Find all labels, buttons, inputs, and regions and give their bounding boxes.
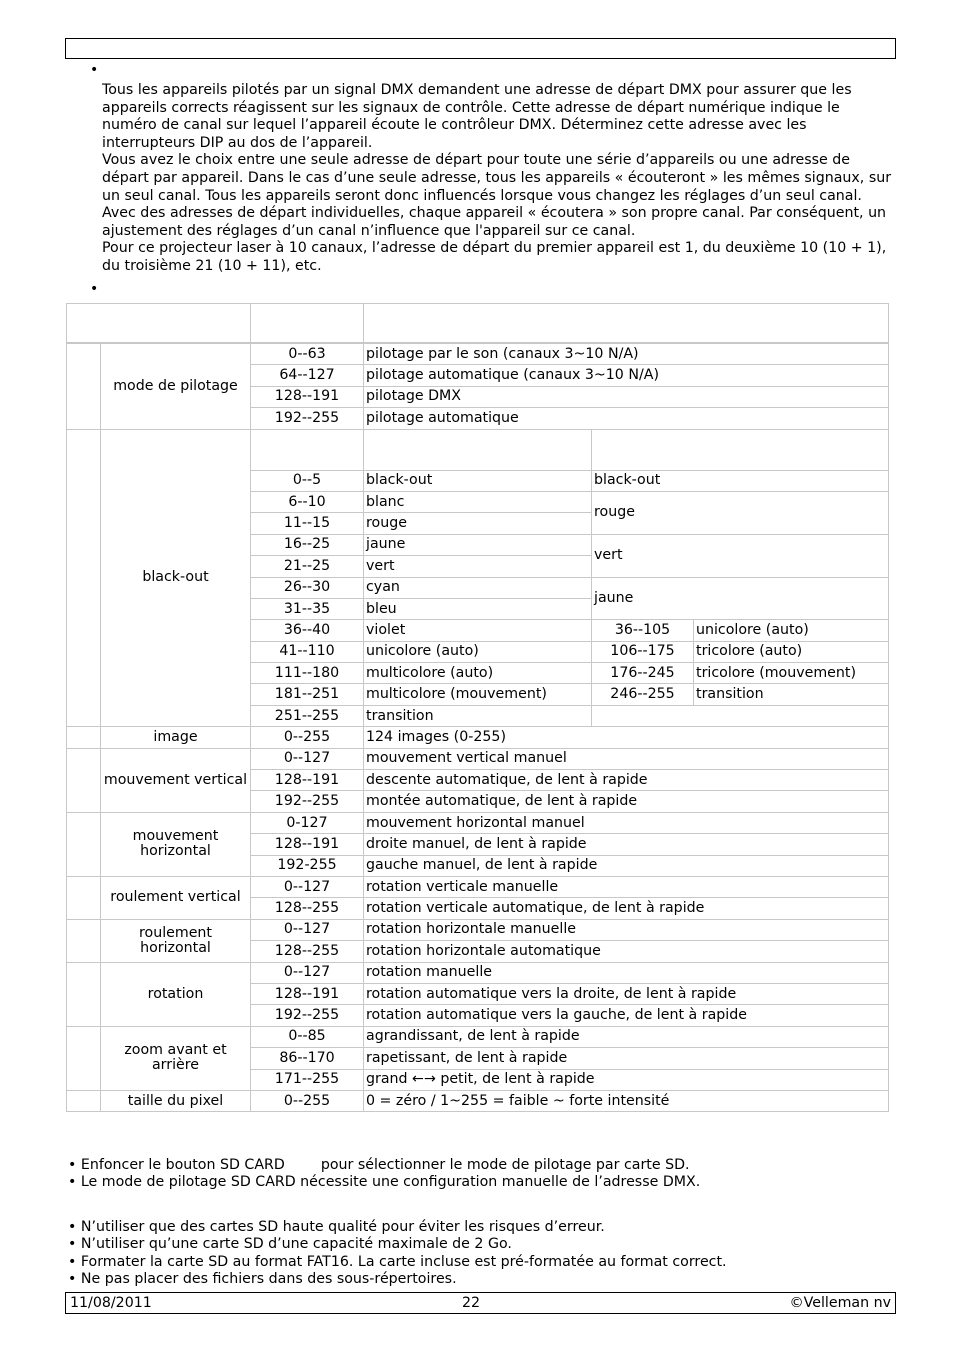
desc-cell: vert <box>364 556 592 577</box>
table-header-row <box>67 304 889 343</box>
table-row <box>67 1026 889 1047</box>
range-cell: 11--15 <box>251 513 364 534</box>
desc-cell: transition <box>364 705 592 726</box>
page-footer <box>65 1292 896 1314</box>
desc-cell: agrandissant, de lent à rapide <box>364 1026 889 1047</box>
channel-cell <box>67 1090 101 1111</box>
range-cell: 246--255 <box>592 684 694 705</box>
sd-mode-notes <box>68 1157 700 1192</box>
desc-cell: rouge <box>364 513 592 534</box>
desc-cell: unicolore (auto) <box>364 641 592 662</box>
range-cell: 16--25 <box>251 534 364 555</box>
desc-cell: descente automatique, de lent à rapide <box>364 770 889 791</box>
intro-paragraph: Vous avez le choix entre une seule adresse de départ pour toute une série d’appareils ou une adresse de départ par appareil. Dans le cas d’une seule adresse, tous les appareils « écouteront » les mêmes signaux, sur un seul canal. Tous les appareils seront donc influencés lorsque vous changez les réglages d’un seul canal. Avec des adresses de départ individuelles, chaque appareil « écoutera » son propre canal. Par conséquent, un ajustement des réglages d’un canal n’influence que l'appareil sur ce canal. <box>102 152 892 239</box>
function-cell: roulement horizontal <box>101 919 251 962</box>
list-item: • Le mode de pilotage SD CARD nécessite une configuration manuelle de l’adresse DMX. <box>68 1174 701 1191</box>
list-item: • N’utiliser que des cartes SD haute qualité pour éviter les risques d’erreur. <box>68 1219 605 1235</box>
range-cell: 192--255 <box>251 408 364 429</box>
range-cell: 0--255 <box>251 1090 364 1111</box>
header-cell <box>67 304 251 343</box>
desc-cell: jaune <box>364 534 592 555</box>
channel-cell <box>67 1026 101 1090</box>
intro-paragraph: Pour ce projecteur laser à 10 canaux, l’adresse de départ du premier appareil est 1, du deuxième 10 (10 + 1), du troisième 21 (10 + 11), etc. <box>102 240 887 274</box>
desc-cell: pilotage par le son (canaux 3~10 N/A) <box>364 344 889 365</box>
range-cell: 36--40 <box>251 620 364 641</box>
table-row <box>67 919 889 940</box>
desc-cell: pilotage automatique (canaux 3~10 N/A) <box>364 365 889 386</box>
note-text: N’utiliser que des cartes SD haute qualité pour éviter les risques d’erreur. <box>80 1219 605 1235</box>
channel-cell <box>67 727 101 748</box>
desc-cell: rotation horizontale automatique <box>364 941 889 962</box>
range-cell: 0--5 <box>251 470 364 491</box>
range-cell: 192-255 <box>251 855 364 876</box>
subheader-cell <box>592 429 889 470</box>
range-cell: 128--255 <box>251 898 364 919</box>
desc-cell: grand ←→ petit, de lent à rapide <box>364 1069 889 1090</box>
range-cell: 0--255 <box>251 727 364 748</box>
desc-cell: rotation manuelle <box>364 962 889 983</box>
range-cell: 192--255 <box>251 1005 364 1026</box>
table-row <box>67 748 889 769</box>
desc-cell: tricolore (mouvement) <box>694 663 889 684</box>
subheader-cell <box>364 429 592 470</box>
desc-cell: violet <box>364 620 592 641</box>
range-cell: 111--180 <box>251 663 364 684</box>
range-cell: 0--127 <box>251 876 364 897</box>
desc-cell: montée automatique, de lent à rapide <box>364 791 889 812</box>
range-cell: 0-127 <box>251 812 364 833</box>
range-cell: 21--25 <box>251 556 364 577</box>
desc-cell: blanc <box>364 491 592 512</box>
page-number: 22 <box>462 1295 481 1311</box>
table-row <box>67 812 889 833</box>
desc-cell: rotation verticale automatique, de lent à rapide <box>364 898 889 919</box>
function-cell: image <box>101 727 251 748</box>
empty-cell <box>592 705 889 726</box>
intro-text <box>102 82 892 276</box>
desc-cell: rotation horizontale manuelle <box>364 919 889 940</box>
note-text: pour sélectionner le mode de pilotage par carte SD. <box>320 1157 690 1173</box>
range-cell: 0--127 <box>251 962 364 983</box>
range-cell: 251--255 <box>251 705 364 726</box>
range-cell: 41--110 <box>251 641 364 662</box>
range-cell: 0--127 <box>251 919 364 940</box>
desc-cell: cyan <box>364 577 592 598</box>
range-cell: 176--245 <box>592 663 694 684</box>
desc-cell: pilotage automatique <box>364 408 889 429</box>
function-cell: rotation <box>101 962 251 1026</box>
desc-cell: rapetissant, de lent à rapide <box>364 1048 889 1069</box>
function-cell: mode de pilotage <box>101 344 251 430</box>
function-cell: mouvement horizontal <box>101 812 251 876</box>
range-cell: 192--255 <box>251 791 364 812</box>
range-cell: 0--85 <box>251 1026 364 1047</box>
desc-cell: mouvement vertical manuel <box>364 748 889 769</box>
range-cell: 86--170 <box>251 1048 364 1069</box>
desc-cell: multicolore (mouvement) <box>364 684 592 705</box>
desc-cell: rotation automatique vers la gauche, de lent à rapide <box>364 1005 889 1026</box>
desc-cell: rouge <box>592 491 889 534</box>
desc-cell: mouvement horizontal manuel <box>364 812 889 833</box>
desc-cell: unicolore (auto) <box>694 620 889 641</box>
note-text: Formater la carte SD au format FAT16. La carte incluse est pré-formatée au format correct. <box>80 1253 727 1270</box>
desc-cell: vert <box>592 534 889 577</box>
desc-cell: 124 images (0-255) <box>364 727 889 748</box>
desc-cell: tricolore (auto) <box>694 641 889 662</box>
table-row <box>67 876 889 897</box>
dmx-channel-table <box>66 303 889 1112</box>
range-cell: 128--255 <box>251 941 364 962</box>
table-row <box>67 344 889 365</box>
function-cell: taille du pixel <box>101 1090 251 1111</box>
function-cell: mouvement vertical <box>101 748 251 812</box>
list-item: • Ne pas placer des fichiers dans des sous-répertoires. <box>68 1271 457 1288</box>
bullet-marker: • <box>90 62 99 78</box>
header-box <box>65 38 896 59</box>
range-cell: 31--35 <box>251 598 364 619</box>
intro-paragraph: Tous les appareils pilotés par un signal DMX demandent une adresse de départ DMX pour assurer que les appareils corrects réagissent sur les signaux de contrôle. Cette adresse de départ numérique indique le numéro de canal sur lequel l’appareil écoute le contrôleur DMX. Déterminez cette adresse avec les interrupteurs DIP au dos de l’appareil. <box>102 82 852 151</box>
range-cell: 6--10 <box>251 491 364 512</box>
desc-cell: pilotage DMX <box>364 386 889 407</box>
desc-cell: rotation verticale manuelle <box>364 876 889 897</box>
function-cell: black-out <box>101 429 251 727</box>
desc-cell: jaune <box>592 577 889 620</box>
function-cell: roulement vertical <box>101 876 251 919</box>
header-cell <box>251 304 364 343</box>
note-text: N’utiliser qu’une carte SD d’une capacité maximale de 2 Go. <box>80 1236 512 1253</box>
range-cell: 106--175 <box>592 641 694 662</box>
desc-cell: rotation automatique vers la droite, de lent à rapide <box>364 983 889 1004</box>
channel-cell <box>67 748 101 812</box>
list-item: • Formater la carte SD au format FAT16. La carte incluse est pré-formatée au format correct. <box>68 1253 727 1270</box>
bullet-marker: • <box>90 281 99 297</box>
footer-date: 11/08/2011 <box>70 1295 152 1311</box>
function-cell: zoom avant et arrière <box>101 1026 251 1090</box>
desc-cell: black-out <box>364 470 592 491</box>
note-text: Ne pas placer des fichiers dans des sous-répertoires. <box>80 1271 457 1288</box>
desc-cell: 0 = zéro / 1~255 = faible ~ forte intensité <box>364 1090 889 1111</box>
range-cell: 26--30 <box>251 577 364 598</box>
range-cell: 171--255 <box>251 1069 364 1090</box>
table-row <box>67 962 889 983</box>
sd-card-notes <box>68 1219 727 1289</box>
note-text: Le mode de pilotage SD CARD nécessite une configuration manuelle de l’adresse DMX. <box>80 1174 701 1191</box>
range-cell: 128--191 <box>251 386 364 407</box>
header-cell <box>364 304 889 343</box>
footer-copyright: ©Velleman nv <box>789 1295 891 1311</box>
desc-cell: gauche manuel, de lent à rapide <box>364 855 889 876</box>
note-text: Enfoncer le bouton SD CARD <box>80 1157 285 1173</box>
list-item: • N’utiliser qu’une carte SD d’une capacité maximale de 2 Go. <box>68 1236 512 1253</box>
range-cell: 128--191 <box>251 770 364 791</box>
range-cell: 0--63 <box>251 344 364 365</box>
desc-cell: bleu <box>364 598 592 619</box>
range-cell: 64--127 <box>251 365 364 386</box>
table-row <box>67 429 889 470</box>
channel-cell <box>67 876 101 919</box>
table-row <box>67 1090 889 1111</box>
list-item: • Enfoncer le bouton SD CARD pour sélectionner le mode de pilotage par carte SD. <box>68 1157 690 1173</box>
channel-cell <box>67 812 101 876</box>
range-cell: 128--191 <box>251 834 364 855</box>
desc-cell: droite manuel, de lent à rapide <box>364 834 889 855</box>
range-cell: 36--105 <box>592 620 694 641</box>
subheader-cell <box>251 429 364 470</box>
desc-cell: multicolore (auto) <box>364 663 592 684</box>
desc-cell: black-out <box>592 470 889 491</box>
channel-cell <box>67 429 101 727</box>
channel-cell <box>67 962 101 1026</box>
range-cell: 0--127 <box>251 748 364 769</box>
range-cell: 181--251 <box>251 684 364 705</box>
channel-cell <box>67 919 101 962</box>
range-cell: 128--191 <box>251 983 364 1004</box>
table-row <box>67 727 889 748</box>
channel-cell <box>67 344 101 430</box>
desc-cell: transition <box>694 684 889 705</box>
